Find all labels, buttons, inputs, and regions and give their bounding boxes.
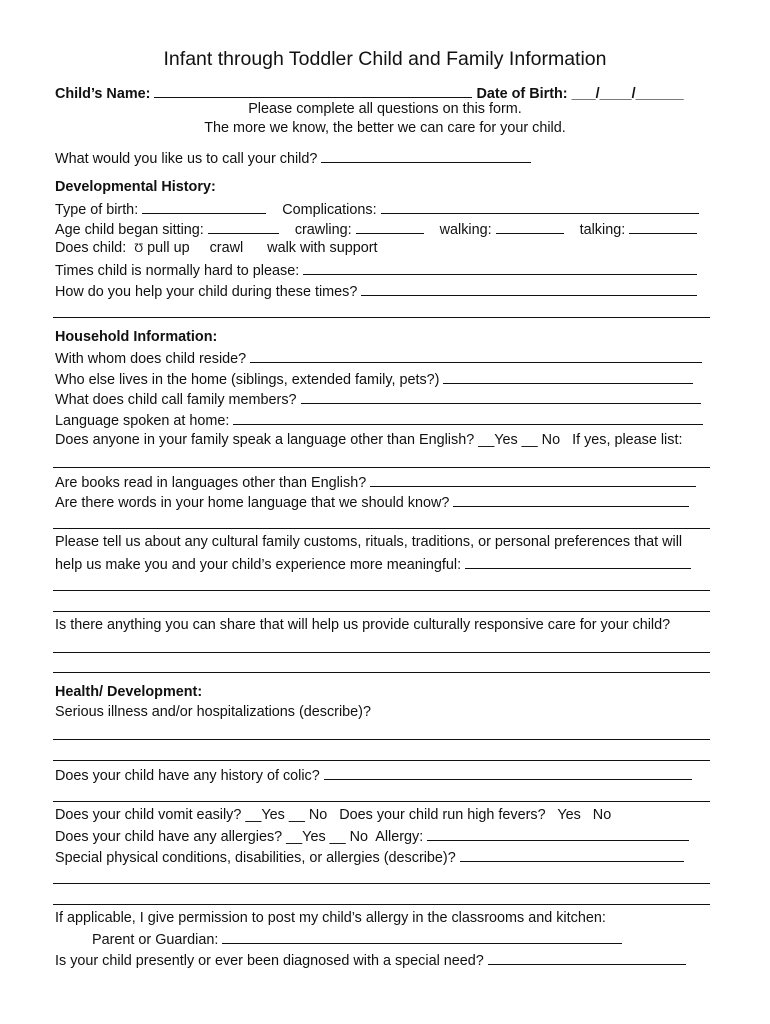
crawling-field[interactable] <box>356 220 424 234</box>
words-label: Are there words in your home language that we should know? <box>55 495 450 511</box>
call-family-label: What does child call family members? <box>55 392 297 408</box>
complications-label: Complications: <box>282 202 377 218</box>
colic-row <box>55 766 692 785</box>
help-times-line-2[interactable] <box>53 317 710 318</box>
illness-line-1[interactable] <box>53 739 710 740</box>
colic-label: Does your child have any history of colic? <box>55 768 320 784</box>
allergies-field[interactable] <box>427 827 689 841</box>
dob-field[interactable]: ___/____/______ <box>571 86 684 102</box>
type-of-birth-label: Type of birth: <box>55 202 139 218</box>
crawl-label: crawl <box>209 240 244 256</box>
age-sitting-field[interactable] <box>208 220 279 234</box>
books-field[interactable] <box>370 473 696 487</box>
illness-line-2[interactable] <box>53 760 710 761</box>
talking-field[interactable] <box>629 220 697 234</box>
customs-field[interactable] <box>465 555 691 569</box>
dob-label: Date of Birth: <box>476 86 568 102</box>
customs-question-line-1: Please tell us about any cultural family customs, rituals, traditions, or personal preferences that will <box>55 534 683 550</box>
special-conditions-row <box>55 848 684 867</box>
call-family-row <box>55 390 701 409</box>
permission-statement: If applicable, I give permission to post my child’s allergy in the classrooms and kitchen: <box>55 910 606 926</box>
health-heading: Health/ Development: <box>55 684 203 700</box>
customs-line-2[interactable] <box>53 590 710 591</box>
language-row <box>55 411 703 430</box>
else-home-row <box>55 370 693 389</box>
words-row <box>55 493 689 512</box>
responsive-care-line-2[interactable] <box>53 672 710 673</box>
household-heading: Household Information: <box>55 329 218 345</box>
words-line-2[interactable] <box>53 528 710 529</box>
special-conditions-field[interactable] <box>460 848 684 862</box>
child-name-field[interactable] <box>154 84 472 98</box>
hard-to-please-field[interactable] <box>303 261 697 275</box>
dev-history-heading: Developmental History: <box>55 179 216 195</box>
reside-field[interactable] <box>250 349 702 363</box>
call-child-label: What would you like us to call your child? <box>55 151 318 167</box>
colic-line-2[interactable] <box>53 801 710 802</box>
reside-row <box>55 349 702 368</box>
hard-to-please-label: Times child is normally hard to please: <box>55 263 300 279</box>
allergies-label: Does your child have any allergies? __Yes __ No Allergy: <box>55 829 424 845</box>
books-row <box>55 473 696 492</box>
language-label: Language spoken at home: <box>55 413 230 429</box>
does-child-row <box>55 240 378 257</box>
type-of-birth-field[interactable] <box>142 200 266 214</box>
diagnosed-row <box>55 951 686 970</box>
special-conditions-line-3[interactable] <box>53 904 710 905</box>
child-name-label: Child’s Name: <box>55 86 151 102</box>
customs-line-3[interactable] <box>53 611 710 612</box>
call-child-field[interactable] <box>321 149 531 163</box>
walking-label: walking: <box>439 222 492 238</box>
type-of-birth-row <box>55 200 699 219</box>
pull-up-label: pull up <box>147 240 190 256</box>
else-home-field[interactable] <box>443 370 693 384</box>
pull-up-checkbox[interactable]: Ʊ <box>134 241 144 255</box>
colic-field[interactable] <box>324 766 692 780</box>
customs-question-line-2: help us make you and your child’s experience more meaningful: <box>55 557 462 573</box>
walking-field[interactable] <box>496 220 564 234</box>
age-sitting-label: Age child began sitting: <box>55 222 204 238</box>
else-home-label: Who else lives in the home (siblings, extended family, pets?) <box>55 372 440 388</box>
responsive-care-question: Is there anything you can share that will help us provide culturally responsive care for your child? <box>55 617 671 633</box>
complications-field[interactable] <box>381 200 699 214</box>
other-language-question: Does anyone in your family speak a language other than English? __Yes __ No If yes, please list: <box>55 432 683 448</box>
responsive-care-line-1[interactable] <box>53 652 710 653</box>
reside-label: With whom does child reside? <box>55 351 247 367</box>
hard-to-please-row <box>55 261 697 280</box>
customs-row <box>55 555 691 574</box>
diagnosed-label: Is your child presently or ever been diagnosed with a special need? <box>55 953 484 969</box>
allergies-row <box>55 827 689 846</box>
talking-label: talking: <box>579 222 626 238</box>
does-child-label: Does child: <box>55 240 127 256</box>
books-label: Are books read in languages other than English? <box>55 475 367 491</box>
crawling-label: crawling: <box>294 222 352 238</box>
language-field[interactable] <box>233 411 703 425</box>
illness-question: Serious illness and/or hospitalizations (describe)? <box>55 704 371 720</box>
walk-support-label: walk with support <box>267 240 378 256</box>
help-times-field[interactable] <box>361 282 697 296</box>
call-child-row <box>55 149 531 168</box>
call-family-field[interactable] <box>301 390 701 404</box>
form-title: Infant through Toddler Child and Family Information <box>163 48 607 70</box>
help-times-label: How do you help your child during these times? <box>55 284 358 300</box>
other-language-line[interactable] <box>53 467 710 468</box>
help-times-row <box>55 282 697 301</box>
guardian-signature-field[interactable] <box>222 930 622 944</box>
words-field[interactable] <box>453 493 689 507</box>
vomit-fever-question: Does your child vomit easily? __Yes __ No Does your child run high fevers? Yes No <box>55 807 612 823</box>
special-conditions-label: Special physical conditions, disabilities, or allergies (describe)? <box>55 850 456 866</box>
guardian-label: Parent or Guardian: <box>92 932 219 948</box>
instruction-line-2: The more we know, the better we can care for your child. <box>204 120 566 136</box>
special-conditions-line-2[interactable] <box>53 883 710 884</box>
diagnosed-field[interactable] <box>488 951 686 965</box>
instruction-line-1: Please complete all questions on this form. <box>248 101 522 117</box>
guardian-row <box>92 930 622 949</box>
milestones-row <box>55 220 697 239</box>
